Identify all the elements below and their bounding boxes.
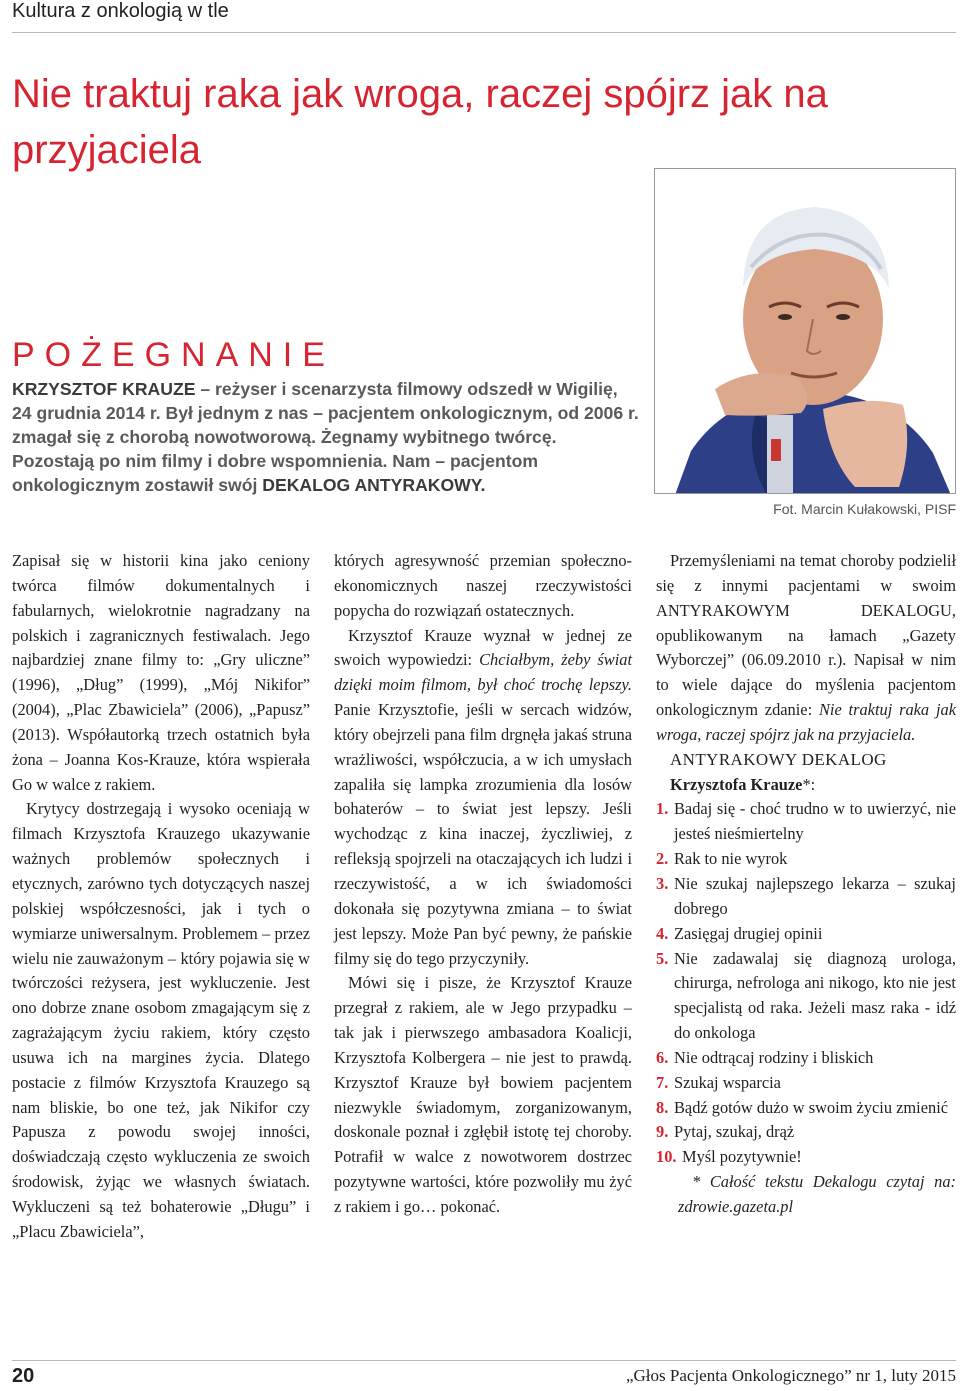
list-text: Zasięgaj drugiej opinii xyxy=(674,923,823,943)
author-mark: *: xyxy=(802,774,816,794)
list-item xyxy=(656,1096,956,1121)
list-number: 9. xyxy=(656,1122,669,1142)
list-item xyxy=(656,847,956,872)
article-headline: Nie traktuj raka jak wroga, raczej spójrz jak na przyjaciela xyxy=(12,72,828,172)
paragraph: Krytycy dostrzegają i wysoko oceniają w filmach Krzysztofa Krauzego ukazywanie ważnych problemów społecznych i etycznych, zarówno tych dotyczących naszej polskiej współczesności, jak i tych o wymiarze uniwersalnym. Problemem – przez wielu nie zauważonym – który pojawia się w twórczości reżysera, jest wykluczenie. Jest ono dobrze znane osobom zmagającym się z zagrażającym życiu rakiem, który często usuwa ich na margines życia. Dlatego postacie z filmów Krzysztofa Krauzego są nam bliskie, bo one też, jak Nikifor czy Papusza z powodu swojej inności, doświadczają często wykluczenia ze swoich środowisk, żyjąc we własnych światach. Wykluczeni są też bohaterowie „Długu” i „Placu Zbawiciela”, xyxy=(12,799,310,1241)
text-run: Krzysztof Krauze wyznał w jednej ze swoich wypowiedzi: xyxy=(334,625,632,670)
bottom-divider xyxy=(12,1360,956,1361)
list-text: Nie szukaj najlepszego lekarza – szukaj dobrego xyxy=(674,873,956,918)
list-number: 6. xyxy=(656,1047,669,1067)
list-number: 10. xyxy=(656,1147,677,1167)
portrait-photo xyxy=(654,168,956,494)
photo-credit: Fot. Marcin Kułakowski, PISF xyxy=(773,501,956,517)
column-2 xyxy=(334,549,632,1220)
section-label: Kultura z onkologią w tle xyxy=(12,0,229,22)
list-item xyxy=(656,797,956,847)
paragraph: Zapisał się w historii kina jako ceniony twórca filmów dokumentalnych i fabularnych, wielokrotnie nagradzany na polskich i zagranicznych festiwalach. Jego najbardziej znane filmy to: „Gry uliczne” (1996), „Dług” (1999), „Mój Nikifor” (2004), „Plac Zbawiciela” (2006), „Papusz” (2013). Współautorką trzech ostatnich była żona – Joanna Kos-Krauze, która wspierała Go w walce z rakiem. xyxy=(12,551,310,794)
lead-text: – reżyser i scenarzysta filmowy odszedł w Wigilię, 24 grudnia 2014 r. Był jednym z nas – pacjentem onkologicznym, od 2006 r. zmagał się z chorobą nowotworową. Żegnamy wybitnego twórcę. Pozostają po nim filmy i dobre wspomnienia. Nam – pacjentom onkologicznym zostawił swój xyxy=(12,379,639,495)
list-text: Nie odtrącaj rodziny i bliskich xyxy=(674,1047,874,1067)
dekalog-author xyxy=(656,773,956,798)
list-text: Bądź gotów dużo w swoim życiu zmienić xyxy=(674,1097,949,1117)
list-item xyxy=(656,1071,956,1096)
list-item xyxy=(656,922,956,947)
column-1 xyxy=(12,549,310,1245)
list-item xyxy=(656,1120,956,1145)
list-text: Nie zadawalaj się diagnozą urologa, chirurga, nefrologa ani nikogo, kto nie jest specjalistą od raka. Jeżeli masz raka - idź do onkologa xyxy=(674,948,956,1043)
list-number: 1. xyxy=(656,799,669,819)
section-kicker: POŻEGNANIE xyxy=(12,336,335,374)
list-text: Rak to nie wyrok xyxy=(674,849,788,869)
list-text: Szukaj wsparcia xyxy=(674,1072,781,1092)
paragraph xyxy=(334,624,632,972)
top-divider xyxy=(12,32,956,33)
dekalog-list xyxy=(656,797,956,1170)
author-name: Krzysztofa Krauze xyxy=(670,774,803,794)
list-number: 5. xyxy=(656,948,669,968)
list-item xyxy=(656,1145,956,1170)
list-number: 2. xyxy=(656,849,669,869)
lead-paragraph xyxy=(12,377,642,497)
list-text: Myśl pozytywnie! xyxy=(682,1147,802,1167)
quote: Nie traktuj raka jak wroga, raczej spójrz jak na przyjaciela. xyxy=(656,700,956,744)
footnote: * Całość tekstu Dekalogu czytaj na: zdrowie.gazeta.pl xyxy=(678,1172,956,1216)
text-run: Panie Krzysztofie, jeśli w sercach widzów, który obejrzeli pana film drgnęła jakaś struna wrażliwości, współczucia, a w ich umysłach zapaliła się lampka zrozumienia dla losów bohaterów – to świat jest lepszy. Jeśli wychodząc z kina inaczej, życzliwiej, z refleksją spojrzeli na otaczających ich ludzi i rzeczywistość, a w ich świadomości dokonała się pozytywna zmiana – to świat jest lepszy. Może Pan być pewny, że pańskie filmy się do tego przyczyniły. xyxy=(334,700,632,968)
list-item xyxy=(656,872,956,922)
list-text: Pytaj, szukaj, drąż xyxy=(674,1122,795,1142)
list-text: Badaj się - choć trudno w to uwierzyć, nie jesteś nieśmiertelny xyxy=(674,799,956,844)
lead-name: KRZYSZTOF KRAUZE xyxy=(12,379,196,399)
list-number: 3. xyxy=(656,873,669,893)
list-number: 8. xyxy=(656,1097,669,1117)
column-3 xyxy=(656,549,956,1220)
dekalog-title: ANTYRAKOWY DEKALOG xyxy=(670,749,887,769)
text-run: Przemyśleniami na temat choroby podzielił się z innymi pacjentami w swoim ANTYRAKOWYM DEKALOGU, opublikowanym na łamach „Gazety Wyborczej” (06.09.2010 r.). Napisał w nim to wiele dające do myślenia pacjentom onkologicznym zdanie: xyxy=(656,551,956,720)
portrait-illustration xyxy=(655,169,956,494)
list-item xyxy=(656,947,956,1046)
lead-dekalog: DEKALOG ANTYRAKOWY. xyxy=(262,475,486,495)
list-number: 4. xyxy=(656,923,669,943)
list-item xyxy=(656,1046,956,1071)
list-number: 7. xyxy=(656,1072,669,1092)
paragraph xyxy=(656,549,956,748)
paragraph: Mówi się i pisze, że Krzysztof Krauze przegrał z rakiem, ale w Jego przypadku – tak jak i pierwszego ambasadora Koalicji, Krzysztofa Kolbergera – nie jest to prawdą. Krzysztof Krauze był bowiem pacjentem niezwykle świadomym, zorganizowanym, doskonale poznał i zgłębił istotę tej choroby. Potrafił w walce z nowotworem dostrzec pozytywne wartości, które pozwoliły mu żyć z rakiem i go… pokonać. xyxy=(334,973,632,1216)
publication-footer: „Głos Pacjenta Onkologicznego” nr 1, luty 2015 xyxy=(625,1366,956,1385)
page-number: 20 xyxy=(12,1365,35,1387)
quote: Chciałbym, żeby świat dzięki moim filmom, był choć trochę lepszy. xyxy=(334,650,632,695)
paragraph: których agresywność przemian społeczno-ekonomicznych naszej rzeczywistości popycha do rozwiązań ostatecznych. xyxy=(334,551,632,620)
